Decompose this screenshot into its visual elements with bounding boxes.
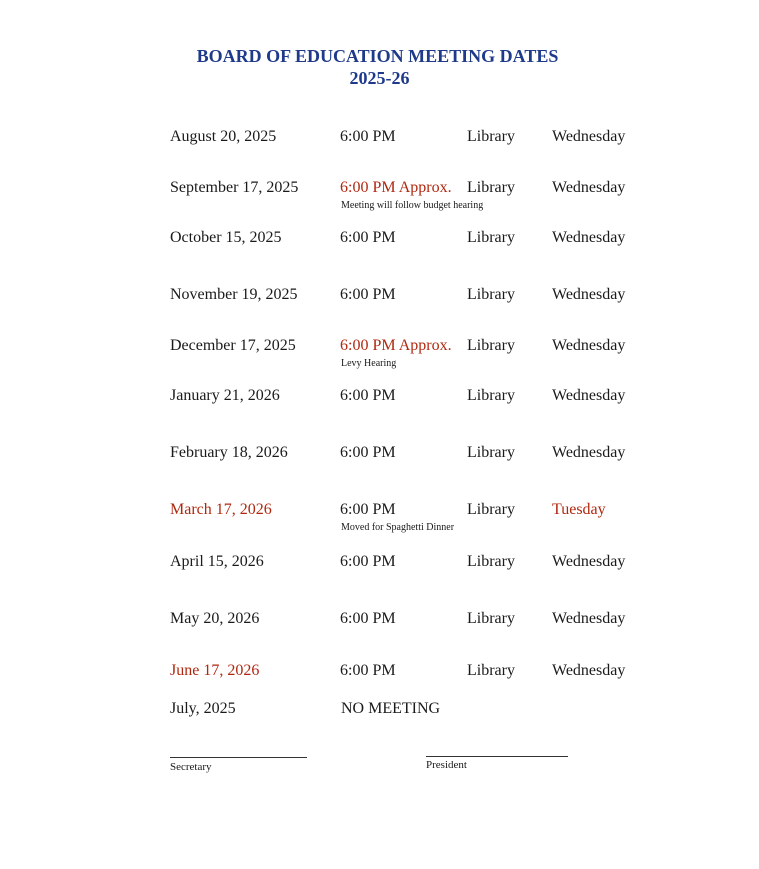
meeting-note: Levy Hearing [341, 358, 397, 369]
meeting-row [0, 127, 759, 147]
meeting-time: 6:00 PM [340, 444, 396, 461]
meeting-day: Wednesday [552, 387, 626, 404]
meeting-day: Wednesday [552, 179, 626, 196]
meeting-time: 6:00 PM [340, 387, 396, 404]
meeting-time: 6:00 PM [340, 229, 396, 246]
meeting-date: October 15, 2025 [170, 229, 282, 246]
meeting-time: 6:00 PM [340, 662, 396, 679]
meeting-day: Wednesday [552, 610, 626, 627]
meeting-location: Library [467, 553, 515, 570]
meeting-date: January 21, 2026 [170, 387, 280, 404]
meeting-date: July, 2025 [170, 700, 236, 717]
meeting-location: Library [467, 128, 515, 145]
meeting-row [0, 178, 759, 211]
meeting-day: Wednesday [552, 128, 626, 145]
president-label: President [426, 759, 467, 771]
page-subtitle-year: 2025-26 [349, 68, 410, 88]
meeting-day: Wednesday [552, 229, 626, 246]
meeting-row [0, 609, 759, 629]
secretary-label: Secretary [170, 761, 212, 773]
meeting-location: Library [467, 501, 515, 518]
meeting-date: March 17, 2026 [170, 501, 272, 518]
meeting-date: April 15, 2026 [170, 553, 264, 570]
meeting-time: 6:00 PM [340, 286, 396, 303]
meeting-note: Meeting will follow budget hearing [341, 200, 484, 211]
meeting-row [0, 500, 759, 533]
page-title: BOARD OF EDUCATION MEETING DATES [196, 46, 559, 66]
meeting-time: 6:00 PM [340, 610, 396, 627]
meeting-day: Wednesday [552, 337, 626, 354]
meeting-row [0, 228, 759, 248]
meeting-day: Wednesday [552, 444, 626, 461]
meeting-time: 6:00 PM [340, 501, 396, 518]
meeting-location: Library [467, 179, 515, 196]
meeting-day: Wednesday [552, 662, 626, 679]
meeting-day: Tuesday [552, 501, 606, 518]
meeting-location: Library [467, 229, 515, 246]
meeting-time: 6:00 PM [340, 128, 396, 145]
meeting-location: Library [467, 662, 515, 679]
meeting-row [0, 336, 759, 369]
meeting-row [0, 661, 759, 681]
meeting-time: 6:00 PM Approx. [340, 337, 452, 354]
meeting-date: February 18, 2026 [170, 444, 288, 461]
meeting-time: NO MEETING [341, 700, 441, 717]
meeting-time: 6:00 PM Approx. [340, 179, 452, 196]
meeting-location: Library [467, 610, 515, 627]
meeting-date: May 20, 2026 [170, 610, 260, 627]
meeting-row [0, 699, 759, 719]
meeting-row [0, 386, 759, 406]
meeting-day: Wednesday [552, 553, 626, 570]
meeting-date: September 17, 2025 [170, 179, 299, 196]
meeting-location: Library [467, 387, 515, 404]
president-signature-line [426, 756, 568, 757]
meeting-date: December 17, 2025 [170, 337, 296, 354]
meeting-location: Library [467, 444, 515, 461]
meeting-date: August 20, 2025 [170, 128, 277, 145]
meeting-location: Library [467, 337, 515, 354]
meeting-day: Wednesday [552, 286, 626, 303]
meeting-row [0, 443, 759, 463]
meeting-time: 6:00 PM [340, 553, 396, 570]
secretary-signature-line [170, 757, 307, 758]
meeting-row [0, 285, 759, 305]
meeting-date: November 19, 2025 [170, 286, 298, 303]
meeting-date: June 17, 2026 [170, 662, 260, 679]
meeting-location: Library [467, 286, 515, 303]
meeting-note: Moved for Spaghetti Dinner [341, 522, 455, 533]
meeting-row [0, 552, 759, 572]
